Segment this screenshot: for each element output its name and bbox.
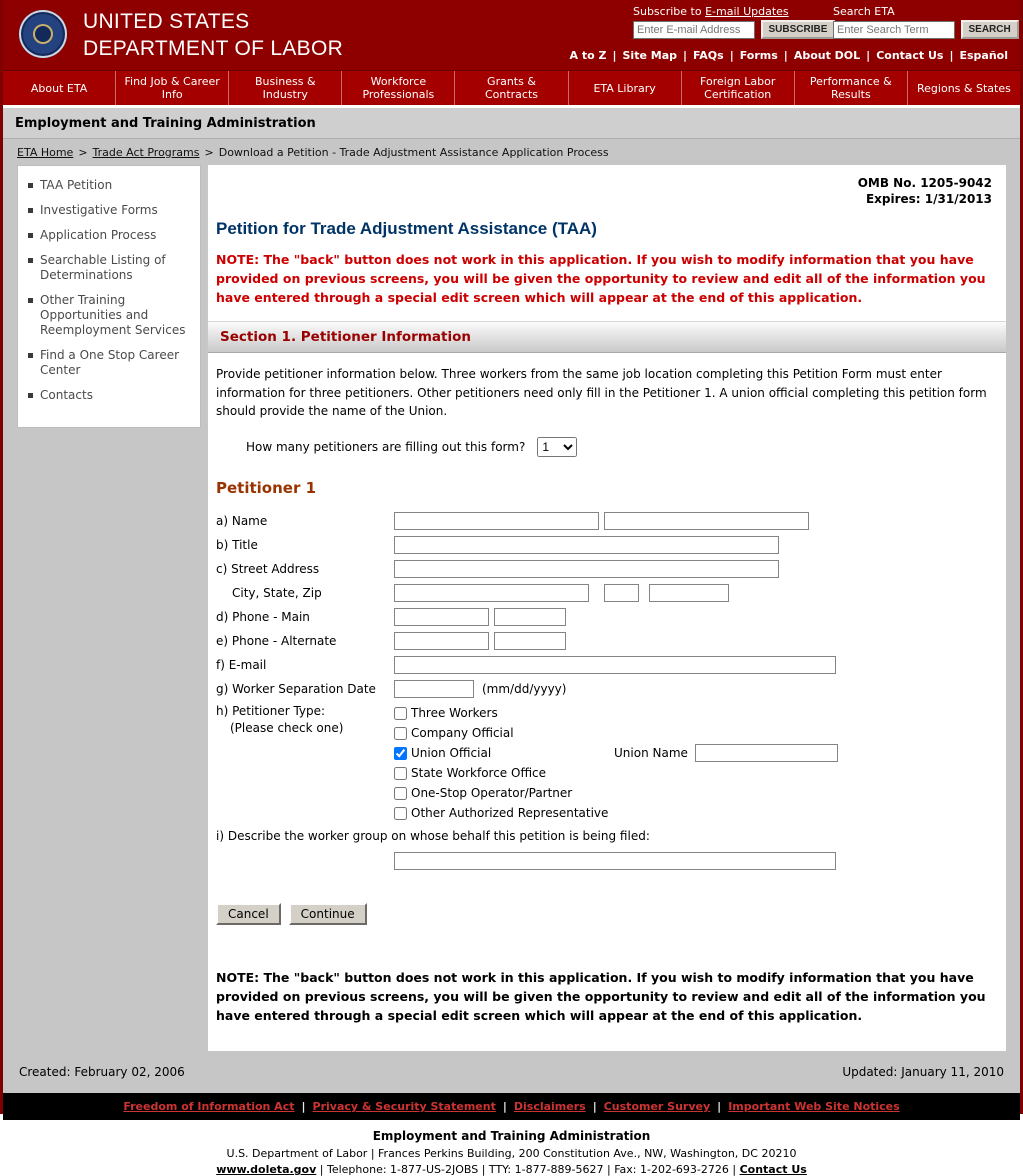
meta-row (3, 1051, 1020, 1093)
option-three-workers: Three Workers (394, 703, 994, 723)
name-label: a) Name (216, 514, 268, 529)
email-updates-link[interactable]: E-mail Updates (705, 5, 789, 18)
subscribe-button[interactable]: SUBSCRIBE (761, 20, 836, 39)
bullet-icon (28, 233, 33, 238)
phone-alt-row (216, 631, 1006, 651)
agency-footer (3, 1120, 1020, 1176)
title-label: b) Title (216, 538, 258, 553)
petitioner-type-label: h) Petitioner Type: (Please check one) (216, 704, 344, 736)
sidebar-item-application-process[interactable]: Application Process (28, 228, 192, 243)
subscribe-label: Subscribe to E-mail Updates (633, 5, 789, 18)
title-input[interactable] (394, 536, 779, 554)
email-subscribe-input[interactable] (633, 21, 755, 39)
option-other-authorized-rep: Other Authorized Representative (394, 803, 994, 823)
link-faqs[interactable]: FAQs (693, 49, 724, 62)
email-label: f) E-mail (216, 658, 267, 673)
breadcrumb-eta-home[interactable]: ETA Home (17, 145, 74, 159)
form-buttons (216, 903, 1006, 925)
link-site-map[interactable]: Site Map (622, 49, 677, 62)
agency-line2: DEPARTMENT OF LABOR (83, 37, 344, 60)
footer-address: U.S. Department of Labor | Frances Perkins Building, 200 Constitution Ave., NW, Washington, DC 20210 (226, 1147, 797, 1161)
email-row (216, 655, 1006, 675)
nav-performance-results[interactable]: Performance & Results (794, 71, 907, 105)
city-input[interactable] (394, 584, 589, 602)
content-area (3, 165, 1020, 1051)
petitioner-heading: Petitioner 1 (216, 479, 317, 498)
search-input[interactable] (833, 21, 955, 39)
one-stop-operator-checkbox[interactable] (394, 787, 407, 800)
union-official-checkbox[interactable] (394, 747, 407, 760)
doleta-link[interactable]: www.doleta.gov (216, 1163, 317, 1176)
option-company-official: Company Official (394, 723, 994, 743)
breadcrumb-current: Download a Petition - Trade Adjustment Assistance Application Process (218, 145, 609, 159)
continue-button[interactable]: Continue (289, 903, 367, 925)
page-title: Petition for Trade Adjustment Assistance (TAA) (216, 219, 597, 238)
utility-links: A to Z | Site Map | FAQs | Forms | About DOL | Contact Us | Español (569, 49, 1008, 62)
first-name-input[interactable] (394, 512, 599, 530)
sidebar-item-searchable-listing[interactable]: Searchable Listing of Determinations (28, 253, 192, 283)
petitioner-count-row (246, 437, 1006, 457)
describe-input-row (216, 851, 1006, 871)
phone-main-row (216, 607, 1006, 627)
nav-workforce-professionals[interactable]: Workforce Professionals (341, 71, 454, 105)
search-group (833, 5, 1019, 39)
agency-line1: UNITED STATES (83, 10, 250, 33)
street-row (216, 559, 1006, 579)
bullet-icon (28, 183, 33, 188)
phone-alt-number-input[interactable] (494, 632, 566, 650)
intro-text: Provide petitioner information below. Three workers from the same job location completing this Petition Form must enter information for three petitioners. Other petitioners need only fill in the Petitioner 1. A union official completing this petition form should provide the name of the Union. (216, 367, 987, 419)
sidebar-item-contacts[interactable]: Contacts (28, 388, 192, 403)
dol-seal-logo (19, 10, 67, 58)
separation-date-row (216, 679, 1006, 699)
link-website-notices[interactable]: Important Web Site Notices (728, 1100, 900, 1114)
sidebar-item-other-training[interactable]: Other Training Opportunities and Reemployment Services (28, 293, 192, 338)
bullet-icon (28, 393, 33, 398)
name-row (216, 511, 1006, 531)
petitioner-form (216, 511, 1006, 871)
petitioner-count-question: How many petitioners are filling out this form? (246, 440, 526, 455)
nav-about-eta[interactable]: About ETA (30, 81, 88, 95)
other-authorized-rep-checkbox[interactable] (394, 807, 407, 820)
note-top: NOTE: The "back" button does not work in this application. If you wish to modify information that you have provided on previous screens, you will be given the opportunity to review and edit all of the information you have entered through a special edit screen which will appear at the end of this application. (216, 252, 986, 305)
footer-org: Employment and Training Administration (372, 1129, 651, 1144)
omb-number: OMB No. 1205-9042 (857, 176, 992, 190)
phone-alt-label: e) Phone - Alternate (216, 634, 337, 649)
breadcrumb-trade-act-programs[interactable]: Trade Act Programs (92, 145, 200, 159)
petitioner-type-row (216, 703, 1006, 823)
cancel-button[interactable]: Cancel (216, 903, 281, 925)
city-state-zip-row (216, 583, 1006, 603)
link-privacy-security[interactable]: Privacy & Security Statement (312, 1100, 496, 1114)
dol-banner (3, 0, 1020, 70)
footer-link-bar: Freedom of Information Act | Privacy & Security Statement | Disclaimers | Customer Survey | Important Web Site Notices (3, 1093, 1020, 1120)
describe-label: i) Describe the worker group on whose behalf this petition is being filed: (216, 829, 650, 844)
footer-contact-line: www.doleta.gov | Telephone: 1-877-US-2JOBS | TTY: 1-877-889-5627 | Fax: 1-202-693-2726 | Contact Us (216, 1163, 807, 1176)
sidebar-item-taa-petition[interactable]: TAA Petition (28, 178, 192, 193)
option-state-workforce-office: State Workforce Office (394, 763, 994, 783)
last-name-input[interactable] (604, 512, 809, 530)
subscribe-group (633, 5, 835, 39)
separation-date-label: g) Worker Separation Date (216, 682, 376, 697)
note-bottom: NOTE: The "back" button does not work in this application. If you wish to modify information that you have provided on previous screens, you will be given the opportunity to review and edit all of the information you have entered through a special edit screen which will appear at the end of this application. (216, 970, 986, 1023)
company-official-checkbox[interactable] (394, 727, 407, 740)
union-name-input[interactable] (695, 744, 838, 762)
nav-find-job-career-info[interactable]: Find Job & Career Info (115, 71, 228, 105)
search-button[interactable]: SEARCH (961, 20, 1019, 39)
state-workforce-office-checkbox[interactable] (394, 767, 407, 780)
nav-business-industry[interactable]: Business & Industry (228, 71, 341, 105)
agency-subheader (3, 108, 1020, 139)
omb-expires: Expires: 1/31/2013 (865, 192, 992, 206)
option-one-stop-operator: One-Stop Operator/Partner (394, 783, 994, 803)
petitioner-type-options (394, 703, 994, 823)
subheader-title: Employment and Training Administration (15, 115, 316, 131)
street-label: c) Street Address (216, 562, 320, 577)
nav-regions-states[interactable]: Regions & States (907, 71, 1020, 105)
zip-input[interactable] (649, 584, 729, 602)
breadcrumb-separator: > (78, 145, 88, 159)
footer-contact-us-link[interactable]: Contact Us (739, 1163, 807, 1176)
sidebar-item-one-stop-career-center[interactable]: Find a One Stop Career Center (28, 348, 192, 378)
title-row (216, 535, 1006, 555)
main-panel (208, 165, 1006, 1051)
three-workers-checkbox[interactable] (394, 707, 407, 720)
union-name-group (614, 744, 838, 762)
worker-group-description-input[interactable] (394, 852, 836, 870)
created-date: Created: February 02, 2006 (19, 1065, 185, 1080)
agency-title (83, 8, 343, 62)
bullet-icon (28, 258, 33, 263)
nav-foreign-labor-certification[interactable]: Foreign Labor Certification (681, 71, 794, 105)
state-input[interactable] (604, 584, 639, 602)
bullet-icon (28, 208, 33, 213)
sidebar (17, 165, 201, 428)
separation-date-input[interactable] (394, 680, 474, 698)
omb-block (208, 165, 1006, 207)
link-disclaimers[interactable]: Disclaimers (513, 1100, 586, 1114)
date-format-hint: (mm/dd/yyyy) (482, 682, 567, 697)
link-espanol[interactable]: Español (959, 49, 1008, 62)
union-name-label: Union Name (614, 746, 688, 761)
search-label: Search ETA (833, 5, 895, 18)
primary-nav (3, 70, 1020, 108)
street-address-input[interactable] (394, 560, 779, 578)
link-contact-us[interactable]: Contact Us (876, 49, 944, 62)
bullet-icon (28, 298, 33, 303)
updated-date: Updated: January 11, 2010 (842, 1065, 1004, 1080)
phone-main-number-input[interactable] (494, 608, 566, 626)
breadcrumb (3, 139, 1020, 165)
phone-main-area-input[interactable] (394, 608, 489, 626)
sidebar-list (18, 166, 200, 427)
sidebar-item-investigative-forms[interactable]: Investigative Forms (28, 203, 192, 218)
phone-main-label: d) Phone - Main (216, 610, 310, 625)
nav-grants-contracts[interactable]: Grants & Contracts (454, 71, 567, 105)
link-about-dol[interactable]: About DOL (793, 49, 861, 62)
link-foia[interactable]: Freedom of Information Act (123, 1100, 295, 1114)
city-state-zip-label: City, State, Zip (232, 586, 322, 601)
link-customer-survey[interactable]: Customer Survey (603, 1100, 711, 1114)
option-union-official: Union Official Union Name (394, 743, 994, 763)
nav-eta-library[interactable]: ETA Library (568, 71, 681, 105)
email-input[interactable] (394, 656, 836, 674)
breadcrumb-separator: > (204, 145, 214, 159)
describe-label-row (216, 827, 1006, 847)
section-header: Section 1. Petitioner Information (208, 321, 1006, 353)
link-forms[interactable]: Forms (739, 49, 778, 62)
link-a-to-z[interactable]: A to Z (569, 49, 607, 62)
phone-alt-area-input[interactable] (394, 632, 489, 650)
bullet-icon (28, 353, 33, 358)
petitioner-count-select[interactable] (537, 437, 577, 457)
